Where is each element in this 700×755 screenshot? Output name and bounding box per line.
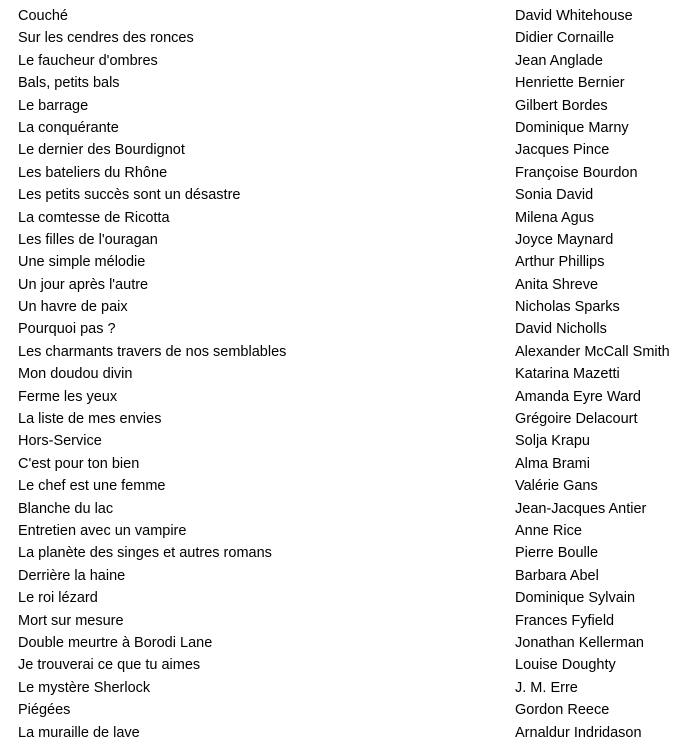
book-author: Solja Krapu xyxy=(515,433,590,450)
book-author: Gordon Reece xyxy=(515,702,610,719)
book-title: Couché xyxy=(18,8,68,24)
book-author: J. M. Erre xyxy=(515,679,578,696)
book-title: Mon doudou divin xyxy=(18,366,133,383)
book-title: Les bateliers du Rhône xyxy=(18,164,168,181)
book-author: Arnaldur Indridason xyxy=(515,724,642,741)
book-title: C'est pour ton bien xyxy=(18,455,140,472)
book-title: La liste de mes envies xyxy=(18,411,162,428)
book-author: Henriette Bernier xyxy=(515,75,625,92)
book-author: Arthur Phillips xyxy=(515,254,605,271)
book-title: Un jour après l'autre xyxy=(18,276,149,293)
book-row xyxy=(0,520,700,542)
book-title: La conquérante xyxy=(18,119,119,136)
book-row xyxy=(0,72,700,94)
book-title: Derrière la haine xyxy=(18,567,126,584)
book-row xyxy=(0,95,700,117)
book-author: Alma Brami xyxy=(515,455,590,472)
book-title: Les filles de l'ouragan xyxy=(18,231,158,248)
book-row xyxy=(0,542,700,564)
book-author: Gilbert Bordes xyxy=(515,97,608,114)
book-title: Une simple mélodie xyxy=(18,254,146,271)
book-author: Amanda Eyre Ward xyxy=(515,388,641,405)
book-title: Le faucheur d'ombres xyxy=(18,52,158,69)
book-title: Double meurtre à Borodi Lane xyxy=(18,634,213,651)
book-title: Hors-Service xyxy=(18,433,102,450)
book-row xyxy=(0,610,700,632)
book-author: Alexander McCall Smith xyxy=(515,343,670,360)
book-row xyxy=(0,5,700,27)
book-author: Anita Shreve xyxy=(515,276,599,293)
book-title: La planète des singes et autres romans xyxy=(18,545,272,562)
book-author: Nicholas Sparks xyxy=(515,299,620,316)
book-author: Sonia David xyxy=(515,187,594,204)
book-row xyxy=(0,453,700,475)
book-row xyxy=(0,117,700,139)
book-author: Katarina Mazetti xyxy=(515,366,620,383)
book-row xyxy=(0,430,700,452)
book-author: Jean-Jacques Antier xyxy=(515,500,647,517)
book-row xyxy=(0,475,700,497)
book-author: Valérie Gans xyxy=(515,478,598,495)
book-list xyxy=(0,5,700,744)
book-title: Entretien avec un vampire xyxy=(18,522,187,539)
book-row xyxy=(0,341,700,363)
book-title: La comtesse de Ricotta xyxy=(18,209,170,226)
book-author: Dominique Marny xyxy=(515,119,629,136)
book-row xyxy=(0,251,700,273)
book-row xyxy=(0,408,700,430)
book-author: Didier Cornaille xyxy=(515,30,615,47)
book-title: Je trouverai ce que tu aimes xyxy=(18,657,201,674)
book-row xyxy=(0,184,700,206)
book-title: Le barrage xyxy=(18,97,89,114)
book-author: Jonathan Kellerman xyxy=(515,634,644,651)
book-author: Pierre Boulle xyxy=(515,545,599,562)
book-author: Joyce Maynard xyxy=(515,231,614,248)
book-author: Jean Anglade xyxy=(515,52,603,69)
book-title: Pourquoi pas ? xyxy=(18,321,116,338)
book-title: Blanche du lac xyxy=(18,500,114,517)
book-author: David Whitehouse xyxy=(515,8,633,24)
book-title: Le dernier des Bourdignot xyxy=(18,142,185,159)
book-row xyxy=(0,654,700,676)
book-author: Jacques Pince xyxy=(515,142,610,159)
book-row xyxy=(0,50,700,72)
book-author: Frances Fyfield xyxy=(515,612,615,629)
book-row xyxy=(0,677,700,699)
book-author: David Nicholls xyxy=(515,321,607,338)
book-author: Barbara Abel xyxy=(515,567,599,584)
book-author: Dominique Sylvain xyxy=(515,590,636,607)
book-title: Mort sur mesure xyxy=(18,612,124,629)
book-row xyxy=(0,296,700,318)
book-row xyxy=(0,632,700,654)
book-title: Le mystère Sherlock xyxy=(18,679,151,696)
book-title: Ferme les yeux xyxy=(18,388,118,405)
book-author: Milena Agus xyxy=(515,209,594,226)
book-row xyxy=(0,699,700,721)
book-row xyxy=(0,587,700,609)
book-row xyxy=(0,318,700,340)
book-row xyxy=(0,139,700,161)
book-row xyxy=(0,229,700,251)
book-author: Anne Rice xyxy=(515,522,582,539)
book-row xyxy=(0,207,700,229)
book-row xyxy=(0,162,700,184)
book-row xyxy=(0,498,700,520)
book-title: Bals, petits bals xyxy=(18,75,120,92)
book-row xyxy=(0,27,700,49)
book-title: Un havre de paix xyxy=(18,299,128,316)
book-title: Piégées xyxy=(18,702,71,719)
book-title: Les charmants travers de nos semblables xyxy=(18,343,287,360)
book-row xyxy=(0,565,700,587)
book-author: Louise Doughty xyxy=(515,657,616,674)
book-row xyxy=(0,722,700,744)
book-title: Le chef est une femme xyxy=(18,478,166,495)
book-row xyxy=(0,274,700,296)
book-author: Grégoire Delacourt xyxy=(515,411,638,428)
book-author: Françoise Bourdon xyxy=(515,164,638,181)
book-row xyxy=(0,386,700,408)
book-title: La muraille de lave xyxy=(18,724,140,741)
book-title: Sur les cendres des ronces xyxy=(18,30,194,47)
book-title: Les petits succès sont un désastre xyxy=(18,187,241,204)
book-row xyxy=(0,363,700,385)
book-title: Le roi lézard xyxy=(18,590,98,607)
